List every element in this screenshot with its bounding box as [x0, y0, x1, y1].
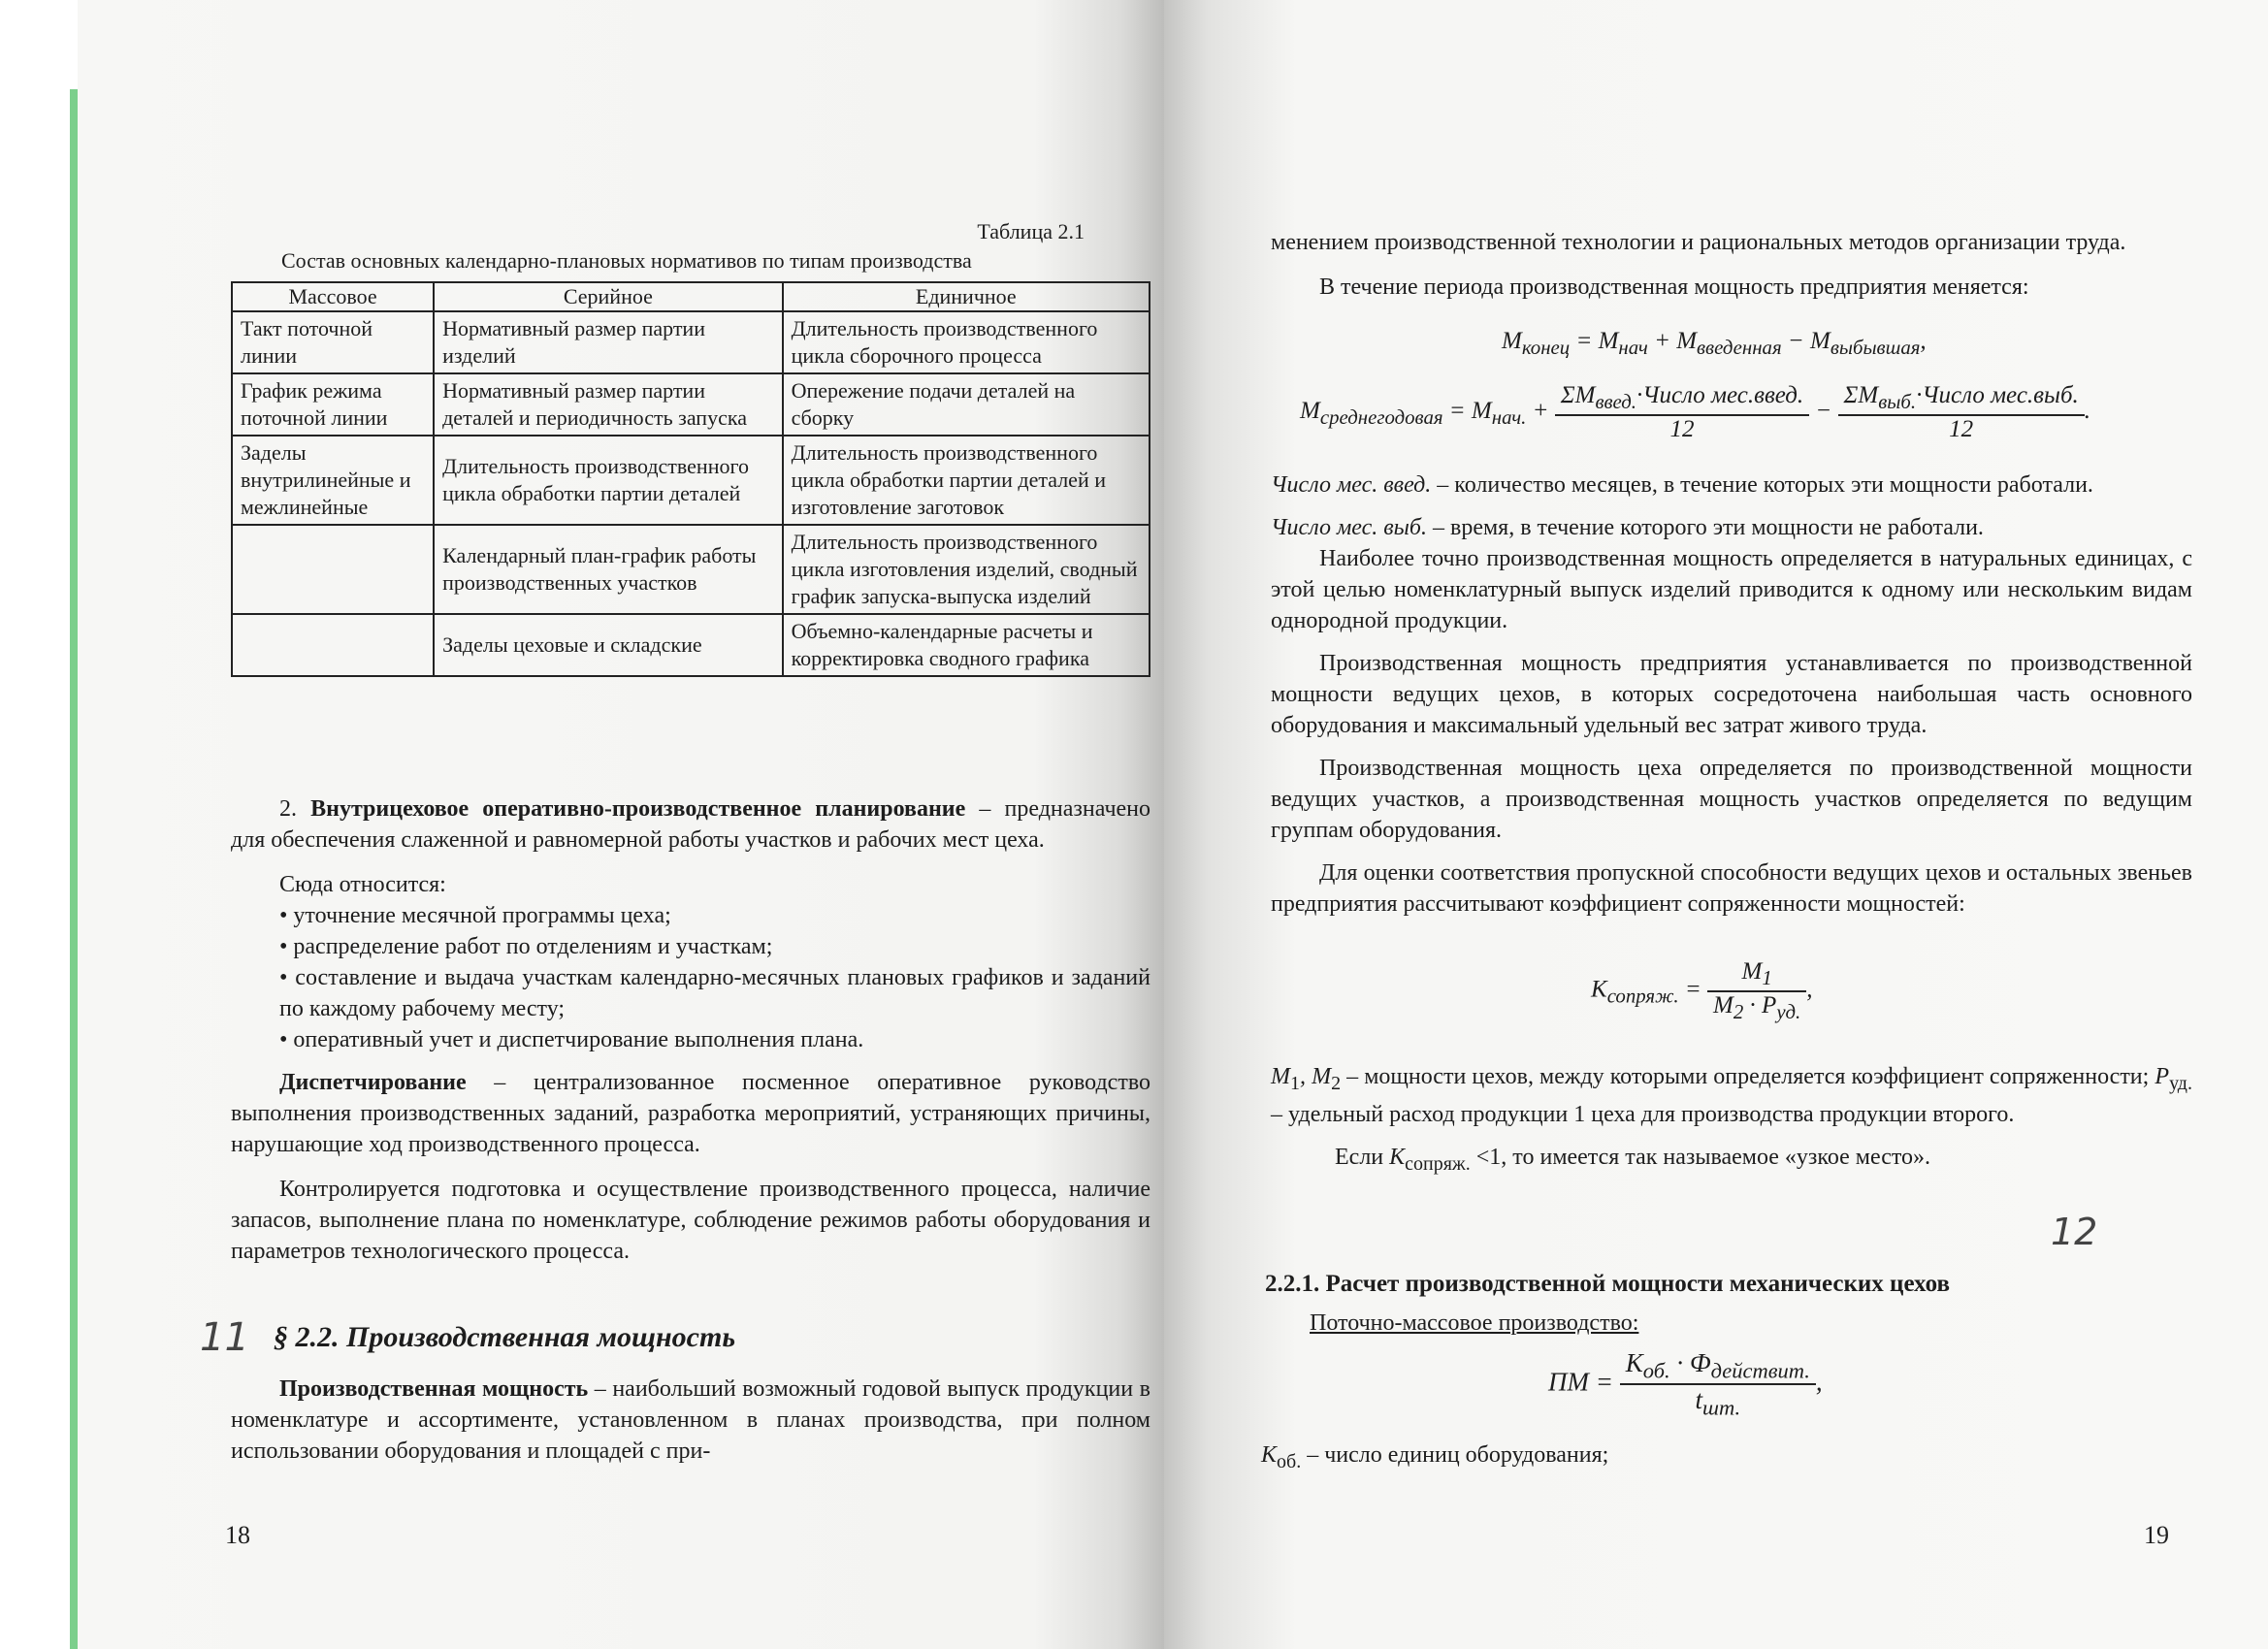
formula-subscript: сопряж.	[1405, 1152, 1471, 1175]
list-item: • составление и выдача участкам календарно-месячных плановых графиков и заданий по каждому рабочему месту;	[231, 962, 1150, 1024]
table-row	[232, 373, 1150, 436]
paragraph-natural-units: Наиболее точно производственная мощность определяется в натуральных единицах, с этой целью номенклатурный выпуск изделий приводится к одному или нескольким видам однородной продукции.	[1271, 546, 2192, 633]
formula-subscript: выбывшая	[1830, 336, 1921, 359]
formula-symbol: t	[1695, 1385, 1703, 1415]
paragraph-months-out	[1271, 512, 2192, 543]
formula-symbol: ПМ	[1548, 1367, 1589, 1397]
formula-coupling-coefficient: $K_{сопряж.}$ = $\frac{M_1}{M_2 \cdot P_{уд.}}$ ,	[1591, 958, 1813, 1023]
formula-symbol: ΣM	[1843, 382, 1879, 408]
table-cell: Длительность производственного цикла обработки партии деталей	[434, 436, 782, 525]
paragraph-bottleneck	[1271, 1142, 2192, 1180]
formula-symbol: , M	[1300, 1064, 1332, 1089]
formula-capacity-average: $M_{среднегодовая} = M_{нач.}$ + $\frac{\Sigma M_{введ.}\cdot Число мес.введ.}{12}$ − $\frac{\Sigma M_{выб.}\cdot Число мес.выб.}{12}$ .	[1300, 382, 2091, 442]
paragraph-enterprise-capacity: Производственная мощность предприятия устанавливается по производственной мощности ведущих цехов, в которых сосредоточена наибольшая часть основного оборудования и максимальный удельный вес затрат живого труда.	[1271, 651, 2192, 738]
table-cell: Длительность производственного цикла обработки партии деталей и изготовление заготовок	[783, 436, 1150, 525]
formula-subscript: 2	[1733, 1000, 1744, 1023]
term-bold: Производственная мощность	[279, 1376, 589, 1402]
formula-subscript: уд.	[1776, 1000, 1801, 1023]
table-cell: График режима поточной линии	[232, 373, 434, 436]
table-cell: Заделы внутрилинейные и межлинейные	[232, 436, 434, 525]
term-italic: Число мес. введ.	[1271, 472, 1432, 498]
subsection-title: 2.2.1. Расчет производственной мощности механических цехов	[1265, 1271, 1950, 1297]
paragraph-text: – централизованное посменное оперативное руководство выполнения производственных заданий, разработка мероприятий, устраняющих причины, нарушающие ход производственного процесса.	[231, 1070, 1150, 1157]
table-cell: Опережение подачи деталей на сборку	[783, 373, 1150, 436]
table-cell: Длительность производственного цикла сборочного процесса	[783, 311, 1150, 373]
formula-symbol: M	[1713, 992, 1733, 1018]
formula-symbol: Ф	[1689, 1348, 1711, 1377]
right-body-text	[1271, 227, 2192, 303]
formula-symbol: M	[1598, 328, 1619, 354]
left-page	[78, 0, 1164, 1649]
paragraph-capacity-definition	[231, 1374, 1150, 1467]
formula-subscript: об.	[1277, 1450, 1302, 1472]
section-title: § 2.2. Производственная мощность	[274, 1321, 736, 1353]
table-cell	[232, 614, 434, 676]
formula-subscript: нач	[1618, 336, 1648, 359]
table-number: Таблица 2.1	[977, 219, 1085, 243]
table-cell: Нормативный размер партии изделий	[434, 311, 782, 373]
formula-symbol: M	[1271, 1064, 1290, 1089]
page-number-right: 19	[2144, 1521, 2169, 1549]
formula-punct: .	[2084, 398, 2091, 425]
formula-symbol: M	[1502, 328, 1522, 354]
table-cell: Календарный план-график работы производственных участков	[434, 525, 782, 614]
formula-subscript: введ.	[1595, 390, 1636, 413]
handwritten-margin-note: 11	[200, 1315, 249, 1360]
formula-symbol: M	[1810, 328, 1831, 354]
formula-punct: ,	[1815, 1367, 1823, 1397]
formula-fraction	[1555, 382, 1809, 443]
right-body-text-4	[1261, 1439, 2183, 1477]
formula-symbol: M	[1676, 328, 1698, 354]
formula-subscript: введенная	[1697, 336, 1782, 359]
left-body-text	[231, 793, 1150, 1267]
formula-text: ·Число мес.введ.	[1636, 382, 1804, 408]
paragraph-coupling-vars	[1271, 1061, 2192, 1130]
table-header-cell: Серийное	[434, 282, 782, 311]
formula-symbol: M	[1300, 398, 1320, 425]
term-bold: Внутрицеховое оперативно-производственное планирование	[310, 796, 966, 822]
formula-punct: ,	[1806, 976, 1813, 1003]
formula-subscript: 2	[1331, 1072, 1342, 1094]
paragraph-intrashop-planning	[231, 793, 1150, 856]
formula-punct: ,	[1920, 328, 1927, 354]
table-row	[232, 311, 1150, 373]
formula-subscript: конец	[1521, 336, 1571, 359]
paragraph-text: – мощности цехов, между которыми определяется коэффициент сопряженности;	[1341, 1064, 2155, 1089]
norms-table	[231, 281, 1150, 677]
table-cell: Длительность производственного цикла изготовления изделий, сводный график запуска-выпуска изделий	[783, 525, 1150, 614]
table-row	[232, 525, 1150, 614]
formula-symbol: K	[1625, 1348, 1643, 1377]
right-page	[1164, 0, 2268, 1649]
formula-fraction	[1838, 382, 2085, 443]
handwritten-margin-note: 12	[2051, 1211, 2098, 1253]
formula-symbol: M	[1471, 398, 1492, 425]
left-body-text-2	[231, 1374, 1150, 1467]
paragraph-text: – количество месяцев, в течение которых эти мощности работали.	[1431, 472, 2093, 498]
paragraph-months-in	[1271, 469, 2192, 501]
formula-text: ·Число мес.выб.	[1916, 382, 2079, 408]
paragraph-shop-capacity: Производственная мощность цеха определяется по производственной мощности ведущих участков, а производственная мощность участков определяется по ведущим группам оборудования.	[1271, 756, 2192, 843]
formula-subscript: нач.	[1491, 405, 1527, 430]
table-cell	[232, 525, 434, 614]
paragraph-includes: Сюда относится:	[279, 872, 446, 897]
paragraph-continuation: менением производственной технологии и рациональных методов организации труда.	[1271, 230, 2126, 255]
paragraph-dispatching	[231, 1067, 1150, 1160]
formula-production-capacity: ПМ = $\frac{K_{об.} \cdot Ф_{действит.}}{t_{шт.}}$ ,	[1548, 1348, 1823, 1420]
formula-subscript: шт.	[1702, 1395, 1741, 1420]
subsection-label: Поточно-массовое производство:	[1310, 1310, 1639, 1336]
paragraph-text: – наибольший возможный годовой выпуск продукции в номенклатуре и ассортименте, установленном в планах производства, при полном использовании оборудования и площадей с при-	[231, 1376, 1150, 1464]
paragraph-coupling-coefficient: Для оценки соответствия пропускной способности ведущих цехов и остальных звеньев предприятия рассчитывают коэффициент сопряженности мощностей:	[1271, 860, 2192, 917]
right-body-text-2	[1271, 469, 2192, 920]
formula-subscript: действит.	[1710, 1358, 1810, 1383]
formula-denominator: 12	[1669, 416, 1695, 442]
table-cell: Нормативный размер партии деталей и периодичность запуска	[434, 373, 782, 436]
list-item: • оперативный учет и диспетчирование выполнения плана.	[231, 1024, 1150, 1055]
formula-symbol: K	[1261, 1442, 1278, 1468]
paragraph-text: – время, в течение которого эти мощности не работали.	[1427, 515, 1984, 540]
list-item: • распределение работ по отделениям и участкам;	[231, 931, 1150, 962]
formula-symbol: P	[1762, 992, 1777, 1018]
formula-fraction: $\frac{K_{об.} \cdot Ф_{действит.}}{t_{шт.}}$	[1620, 1348, 1816, 1421]
table-header-cell: Единичное	[783, 282, 1150, 311]
paragraph-text: <1, то имеется так называемое «узкое место».	[1470, 1144, 1931, 1170]
table-cell: Объемно-календарные расчеты и корректировка сводного графика	[783, 614, 1150, 676]
formula-fraction: $\frac{M_1}{M_2 \cdot P_{уд.}}$	[1707, 958, 1806, 1024]
paragraph-text: – предназначено для обеспечения слаженной и равномерной работы участков и рабочих мест цеха.	[231, 796, 1151, 853]
paragraph-text: – число единиц оборудования;	[1301, 1442, 1609, 1468]
table-cell: Такт поточной линии	[232, 311, 434, 373]
table-cell: Заделы цеховые и складские	[434, 614, 782, 676]
formula-subscript: об.	[1642, 1358, 1670, 1383]
list-item: • уточнение месячной программы цеха;	[231, 900, 1150, 931]
table-caption: Состав основных календарно-плановых нормативов по типам производства	[281, 248, 972, 273]
formula-symbol: K	[1591, 976, 1607, 1003]
paragraph-equipment-units	[1261, 1439, 2183, 1477]
formula-denominator: 12	[1949, 416, 1974, 442]
binding-edge	[70, 89, 78, 1649]
right-body-text-3	[1271, 1061, 2192, 1180]
table-header-cell: Массовое	[232, 282, 434, 311]
paragraph-lead: 2.	[279, 796, 311, 822]
paragraph-control: Контролируется подготовка и осуществление производственного процесса, наличие запасов, выполнение плана по номенклатуре, соблюдение режимов работы оборудования и параметров технологического процесса.	[231, 1177, 1150, 1264]
paragraph-text: – удельный расход продукции 1 цеха для производства продукции второго.	[1271, 1101, 2015, 1127]
formula-symbol: ΣM	[1560, 382, 1596, 408]
formula-subscript: уд.	[2169, 1072, 2192, 1094]
paragraph-text: Если	[1335, 1144, 1390, 1170]
formula-subscript: среднегодовая	[1319, 405, 1443, 430]
formula-subscript: 1	[1762, 966, 1772, 989]
term-italic: Число мес. выб.	[1271, 515, 1427, 540]
formula-subscript: 1	[1290, 1072, 1300, 1094]
formula-subscript: выб.	[1878, 390, 1917, 413]
table-header-row	[232, 282, 1150, 311]
paragraph-capacity-change: В течение периода производственная мощность предприятия меняется:	[1319, 275, 2029, 300]
table-row	[232, 436, 1150, 525]
page-number-left: 18	[225, 1521, 250, 1549]
formula-capacity-end: $M_{конец} = M_{нач} + M_{введенная} - M_{выбывшая}$,	[1502, 328, 1927, 359]
term-bold: Диспетчирование	[279, 1070, 467, 1095]
formula-symbol: K	[1389, 1144, 1406, 1170]
formula-symbol: P	[2155, 1064, 2170, 1089]
formula-symbol: M	[1741, 958, 1763, 985]
table-row	[232, 614, 1150, 676]
formula-subscript: сопряж.	[1606, 984, 1679, 1008]
